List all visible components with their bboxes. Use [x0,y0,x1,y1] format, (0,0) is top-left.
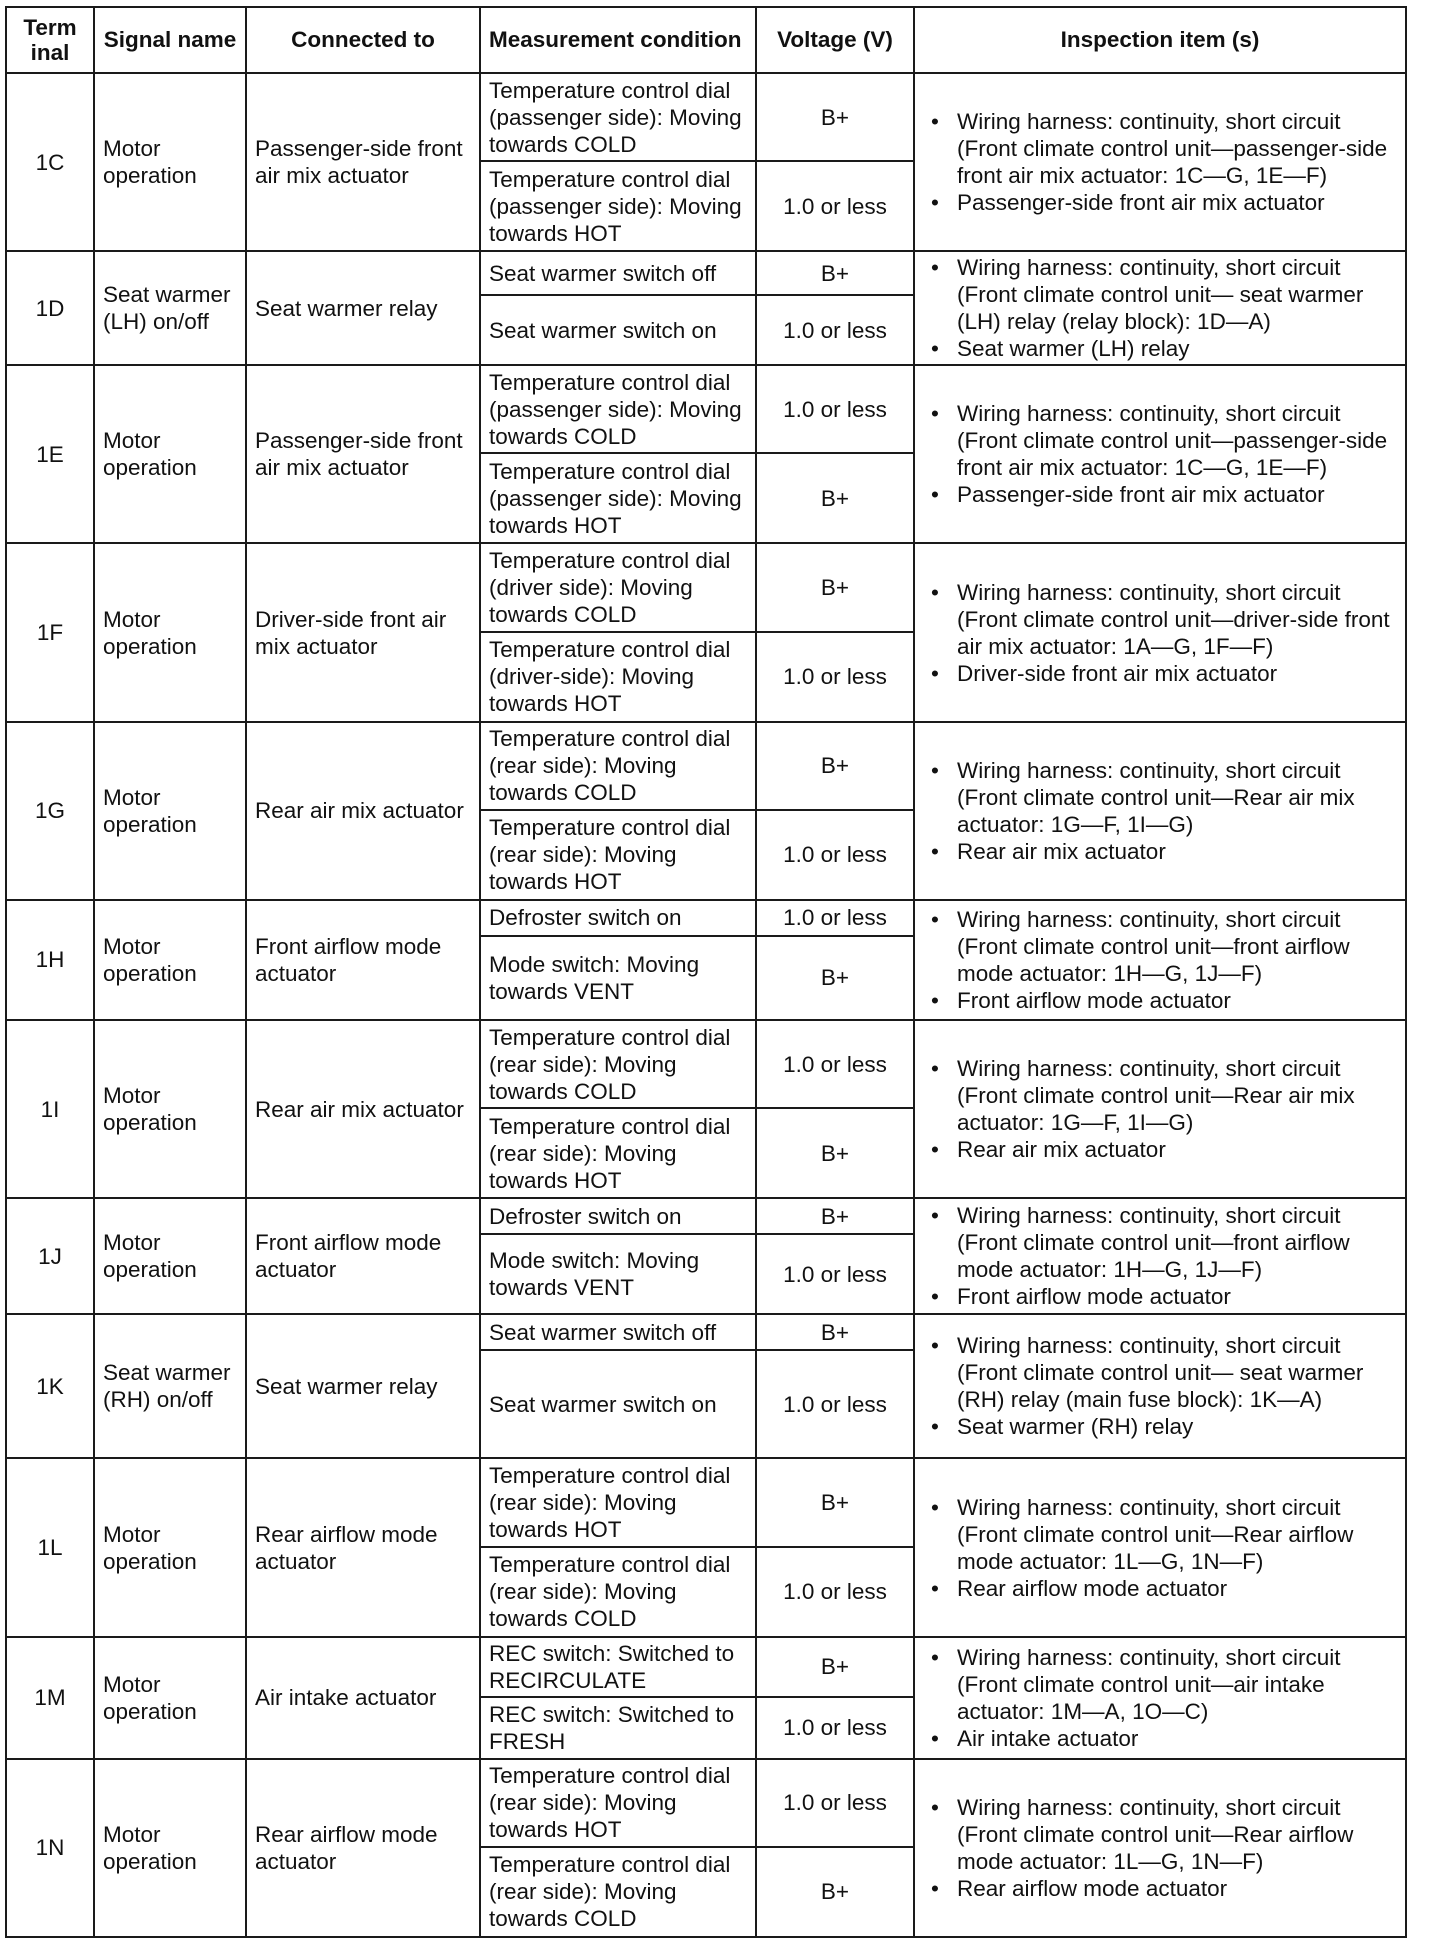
inspection-items-cell [914,73,1406,251]
terminal-cell: 1D [6,251,94,365]
table-row [6,1198,1406,1234]
inspection-item-text: Wiring harness: continuity, short circuit (Front climate control unit—air intake actuator: 1M—A, 1O—C) [957,1644,1341,1724]
inspection-item-text: Driver-side front air mix actuator [957,660,1278,686]
bullet-icon: • [931,1056,939,1082]
voltage-cell: 1.0 or less [756,1350,914,1458]
measurement-condition-cell: Mode switch: Moving towards VENT [480,1234,756,1314]
terminal-cell: 1C [6,73,94,251]
header-inspection-items: Inspection item (s) [914,7,1406,73]
voltage-cell: 1.0 or less [756,900,914,936]
inspection-item [923,1136,1397,1163]
terminal-cell: 1M [6,1637,94,1759]
terminal-cell: 1F [6,543,94,721]
signal-name-cell: Motor operation [94,900,246,1020]
terminal-cell: 1E [6,365,94,543]
table-row [6,1637,1406,1697]
signal-name-cell: Motor operation [94,1759,246,1937]
measurement-condition-cell: Temperature control dial (driver side): Moving towards COLD [480,543,756,631]
bullet-icon: • [931,1644,939,1670]
inspection-item [923,1283,1397,1310]
bullet-icon: • [931,906,939,932]
bullet-icon: • [931,1203,939,1229]
inspection-list [923,1494,1397,1602]
voltage-cell: B+ [756,1637,914,1697]
inspection-item [923,481,1397,508]
signal-name-cell: Motor operation [94,1020,246,1198]
inspection-item [923,1332,1397,1413]
inspection-item [923,1725,1397,1752]
voltage-cell: B+ [756,453,914,543]
bullet-icon: • [931,1794,939,1820]
voltage-cell: B+ [756,936,914,1020]
voltage-cell: 1.0 or less [756,295,914,365]
inspection-item-text: Wiring harness: continuity, short circuit (Front climate control unit—front airflow mode actuator: 1H—G, 1J—F) [957,1203,1350,1283]
inspection-list [923,1202,1397,1310]
voltage-cell: B+ [756,1314,914,1350]
measurement-condition-cell: Temperature control dial (rear side): Moving towards COLD [480,1847,756,1937]
inspection-list [923,1332,1397,1440]
signal-name-cell: Seat warmer (RH) on/off [94,1314,246,1458]
bullet-icon: • [931,1494,939,1520]
measurement-condition-cell: Temperature control dial (rear side): Moving towards HOT [480,1458,756,1546]
voltage-cell: 1.0 or less [756,161,914,251]
inspection-item [923,189,1397,216]
inspection-items-cell [914,1020,1406,1198]
header-terminal: Term inal [6,7,94,73]
connected-to-cell: Rear air mix actuator [246,1020,480,1198]
signal-name-cell: Motor operation [94,1637,246,1759]
inspection-item-text: Wiring harness: continuity, short circuit (Front climate control unit—front airflow mode actuator: 1H—G, 1J—F) [957,906,1350,986]
inspection-list [923,108,1397,216]
connected-to-cell: Front airflow mode actuator [246,900,480,1020]
inspection-item-text: Wiring harness: continuity, short circuit (Front climate control unit—passenger-side front air mix actuator: 1C—G, 1E—F) [957,401,1388,481]
measurement-condition-cell: Mode switch: Moving towards VENT [480,936,756,1020]
table-row [6,1759,1406,1847]
voltage-cell: 1.0 or less [756,1547,914,1637]
inspection-item [923,579,1397,660]
inspection-item [923,838,1397,865]
inspection-list [923,1055,1397,1163]
connected-to-cell: Seat warmer relay [246,1314,480,1458]
bullet-icon: • [931,660,939,686]
inspection-items-cell [914,1198,1406,1314]
terminal-cell: 1I [6,1020,94,1198]
header-signal-name: Signal name [94,7,246,73]
table-row [6,900,1406,936]
measurement-condition-cell: Temperature control dial (driver-side): Moving towards HOT [480,632,756,722]
measurement-condition-cell: Temperature control dial (rear side): Moving towards HOT [480,1108,756,1198]
bullet-icon: • [931,336,939,362]
inspection-item-text: Passenger-side front air mix actuator [957,482,1325,508]
signal-name-cell: Motor operation [94,1198,246,1314]
voltage-cell: B+ [756,1458,914,1546]
connected-to-cell: Rear airflow mode actuator [246,1458,480,1636]
bullet-icon: • [931,757,939,783]
voltage-cell: 1.0 or less [756,810,914,900]
measurement-condition-cell: Temperature control dial (passenger side): Moving towards HOT [480,453,756,543]
inspection-item [923,757,1397,838]
bullet-icon: • [931,987,939,1013]
inspection-item-text: Seat warmer (LH) relay [957,336,1190,362]
signal-name-cell: Motor operation [94,1458,246,1636]
inspection-item [923,1202,1397,1283]
measurement-condition-cell: REC switch: Switched to RECIRCULATE [480,1637,756,1697]
bullet-icon: • [931,190,939,216]
terminal-cell: 1J [6,1198,94,1314]
inspection-list [923,906,1397,1014]
header-voltage: Voltage (V) [756,7,914,73]
measurement-condition-cell: Seat warmer switch off [480,1314,756,1350]
signal-name-cell: Motor operation [94,722,246,900]
table-row [6,1020,1406,1108]
inspection-list [923,579,1397,687]
measurement-condition-cell: Temperature control dial (rear side): Moving towards COLD [480,1547,756,1637]
signal-name-cell: Seat warmer (LH) on/off [94,251,246,365]
connected-to-cell: Rear air mix actuator [246,722,480,900]
inspection-items-cell [914,365,1406,543]
measurement-condition-cell: Seat warmer switch off [480,251,756,295]
inspection-item [923,660,1397,687]
bullet-icon: • [931,1575,939,1601]
bullet-icon: • [931,1725,939,1751]
inspection-item [923,1794,1397,1875]
inspection-item-text: Air intake actuator [957,1725,1139,1751]
inspection-item [923,1575,1397,1602]
inspection-item [923,987,1397,1014]
connected-to-cell: Passenger-side front air mix actuator [246,365,480,543]
inspection-item-text: Wiring harness: continuity, short circuit (Front climate control unit— seat warmer (RH) relay (main fuse block): 1K—A) [957,1333,1364,1413]
signal-name-cell: Motor operation [94,365,246,543]
inspection-item [923,906,1397,987]
bullet-icon: • [931,1875,939,1901]
measurement-condition-cell: Temperature control dial (rear side): Moving towards COLD [480,1020,756,1108]
terminal-cell: 1K [6,1314,94,1458]
inspection-item-text: Rear air mix actuator [957,838,1166,864]
voltage-cell: 1.0 or less [756,1697,914,1759]
table-body [6,73,1406,1937]
table-row [6,251,1406,295]
inspection-item-text: Front airflow mode actuator [957,987,1231,1013]
measurement-condition-cell: Temperature control dial (passenger side): Moving towards COLD [480,73,756,161]
connected-to-cell: Driver-side front air mix actuator [246,543,480,721]
voltage-cell: B+ [756,1108,914,1198]
bullet-icon: • [931,109,939,135]
bullet-icon: • [931,1333,939,1359]
inspection-list [923,254,1397,362]
connected-to-cell: Passenger-side front air mix actuator [246,73,480,251]
header-row [6,7,1406,73]
connected-to-cell: Rear airflow mode actuator [246,1759,480,1937]
inspection-item [923,1413,1397,1440]
inspection-items-cell [914,722,1406,900]
inspection-list [923,1644,1397,1752]
voltage-cell: 1.0 or less [756,632,914,722]
bullet-icon: • [931,255,939,281]
voltage-cell: 1.0 or less [756,1234,914,1314]
table-row [6,722,1406,810]
voltage-cell: 1.0 or less [756,1759,914,1847]
table-row [6,365,1406,453]
inspection-item [923,1494,1397,1575]
measurement-condition-cell: Seat warmer switch on [480,295,756,365]
bullet-icon: • [931,401,939,427]
voltage-cell: B+ [756,1847,914,1937]
inspection-list [923,757,1397,865]
inspection-items-cell [914,1458,1406,1636]
voltage-cell: B+ [756,722,914,810]
inspection-item-text: Wiring harness: continuity, short circuit (Front climate control unit—Rear airflow mode actuator: 1L—G, 1N—F) [957,1494,1354,1574]
header-measurement-condition: Measurement condition [480,7,756,73]
inspection-items-cell [914,900,1406,1020]
bullet-icon: • [931,1414,939,1440]
table-row [6,1314,1406,1350]
connected-to-cell: Air intake actuator [246,1637,480,1759]
terminal-cell: 1N [6,1759,94,1937]
measurement-condition-cell: Temperature control dial (passenger side): Moving towards COLD [480,365,756,453]
inspection-item-text: Wiring harness: continuity, short circuit (Front climate control unit—Rear airflow mode actuator: 1L—G, 1N—F) [957,1794,1354,1874]
inspection-item-text: Wiring harness: continuity, short circuit (Front climate control unit—driver-side front air mix actuator: 1A—G, 1F—F) [957,579,1390,659]
measurement-condition-cell: Temperature control dial (rear side): Moving towards HOT [480,810,756,900]
inspection-items-cell [914,1314,1406,1458]
inspection-item-text: Rear air mix actuator [957,1137,1166,1163]
signal-name-cell: Motor operation [94,543,246,721]
voltage-cell: B+ [756,1198,914,1234]
inspection-items-cell [914,1637,1406,1759]
voltage-cell: B+ [756,543,914,631]
bullet-icon: • [931,482,939,508]
inspection-items-cell [914,1759,1406,1937]
inspection-item [923,335,1397,362]
bullet-icon: • [931,1137,939,1163]
voltage-cell: 1.0 or less [756,365,914,453]
measurement-condition-cell: Seat warmer switch on [480,1350,756,1458]
inspection-item-text: Wiring harness: continuity, short circuit (Front climate control unit—Rear air mix actuator: 1G—F, 1I—G) [957,757,1355,837]
inspection-items-cell [914,251,1406,365]
measurement-condition-cell: Temperature control dial (rear side): Moving towards COLD [480,722,756,810]
inspection-item-text: Wiring harness: continuity, short circuit (Front climate control unit— seat warmer (LH) relay (relay block): 1D—A) [957,255,1364,335]
inspection-item-text: Passenger-side front air mix actuator [957,190,1325,216]
inspection-item [923,400,1397,481]
connected-to-cell: Seat warmer relay [246,251,480,365]
inspection-item-text: Rear airflow mode actuator [957,1575,1228,1601]
voltage-cell: B+ [756,73,914,161]
voltage-cell: B+ [756,251,914,295]
measurement-condition-cell: Temperature control dial (passenger side): Moving towards HOT [480,161,756,251]
inspection-item-text: Wiring harness: continuity, short circuit (Front climate control unit—Rear air mix actuator: 1G—F, 1I—G) [957,1056,1355,1136]
terminal-spec-table [5,6,1407,1938]
signal-name-cell: Motor operation [94,73,246,251]
table-row [6,73,1406,161]
table-row [6,1458,1406,1546]
inspection-item-text: Wiring harness: continuity, short circuit (Front climate control unit—passenger-side front air mix actuator: 1C—G, 1E—F) [957,109,1388,189]
inspection-item [923,1055,1397,1136]
inspection-item [923,254,1397,335]
connected-to-cell: Front airflow mode actuator [246,1198,480,1314]
header-connected-to: Connected to [246,7,480,73]
inspection-item-text: Rear airflow mode actuator [957,1875,1228,1901]
terminal-cell: 1L [6,1458,94,1636]
terminal-cell: 1G [6,722,94,900]
bullet-icon: • [931,838,939,864]
inspection-list [923,400,1397,508]
measurement-condition-cell: Defroster switch on [480,1198,756,1234]
bullet-icon: • [931,579,939,605]
voltage-cell: 1.0 or less [756,1020,914,1108]
bullet-icon: • [931,1284,939,1310]
measurement-condition-cell: REC switch: Switched to FRESH [480,1697,756,1759]
measurement-condition-cell: Temperature control dial (rear side): Moving towards HOT [480,1759,756,1847]
terminal-cell: 1H [6,900,94,1020]
inspection-item [923,108,1397,189]
table-row [6,543,1406,631]
measurement-condition-cell: Defroster switch on [480,900,756,936]
inspection-item [923,1644,1397,1725]
inspection-items-cell [914,543,1406,721]
inspection-item-text: Seat warmer (RH) relay [957,1414,1194,1440]
inspection-item-text: Front airflow mode actuator [957,1284,1231,1310]
inspection-item [923,1875,1397,1902]
inspection-list [923,1794,1397,1902]
